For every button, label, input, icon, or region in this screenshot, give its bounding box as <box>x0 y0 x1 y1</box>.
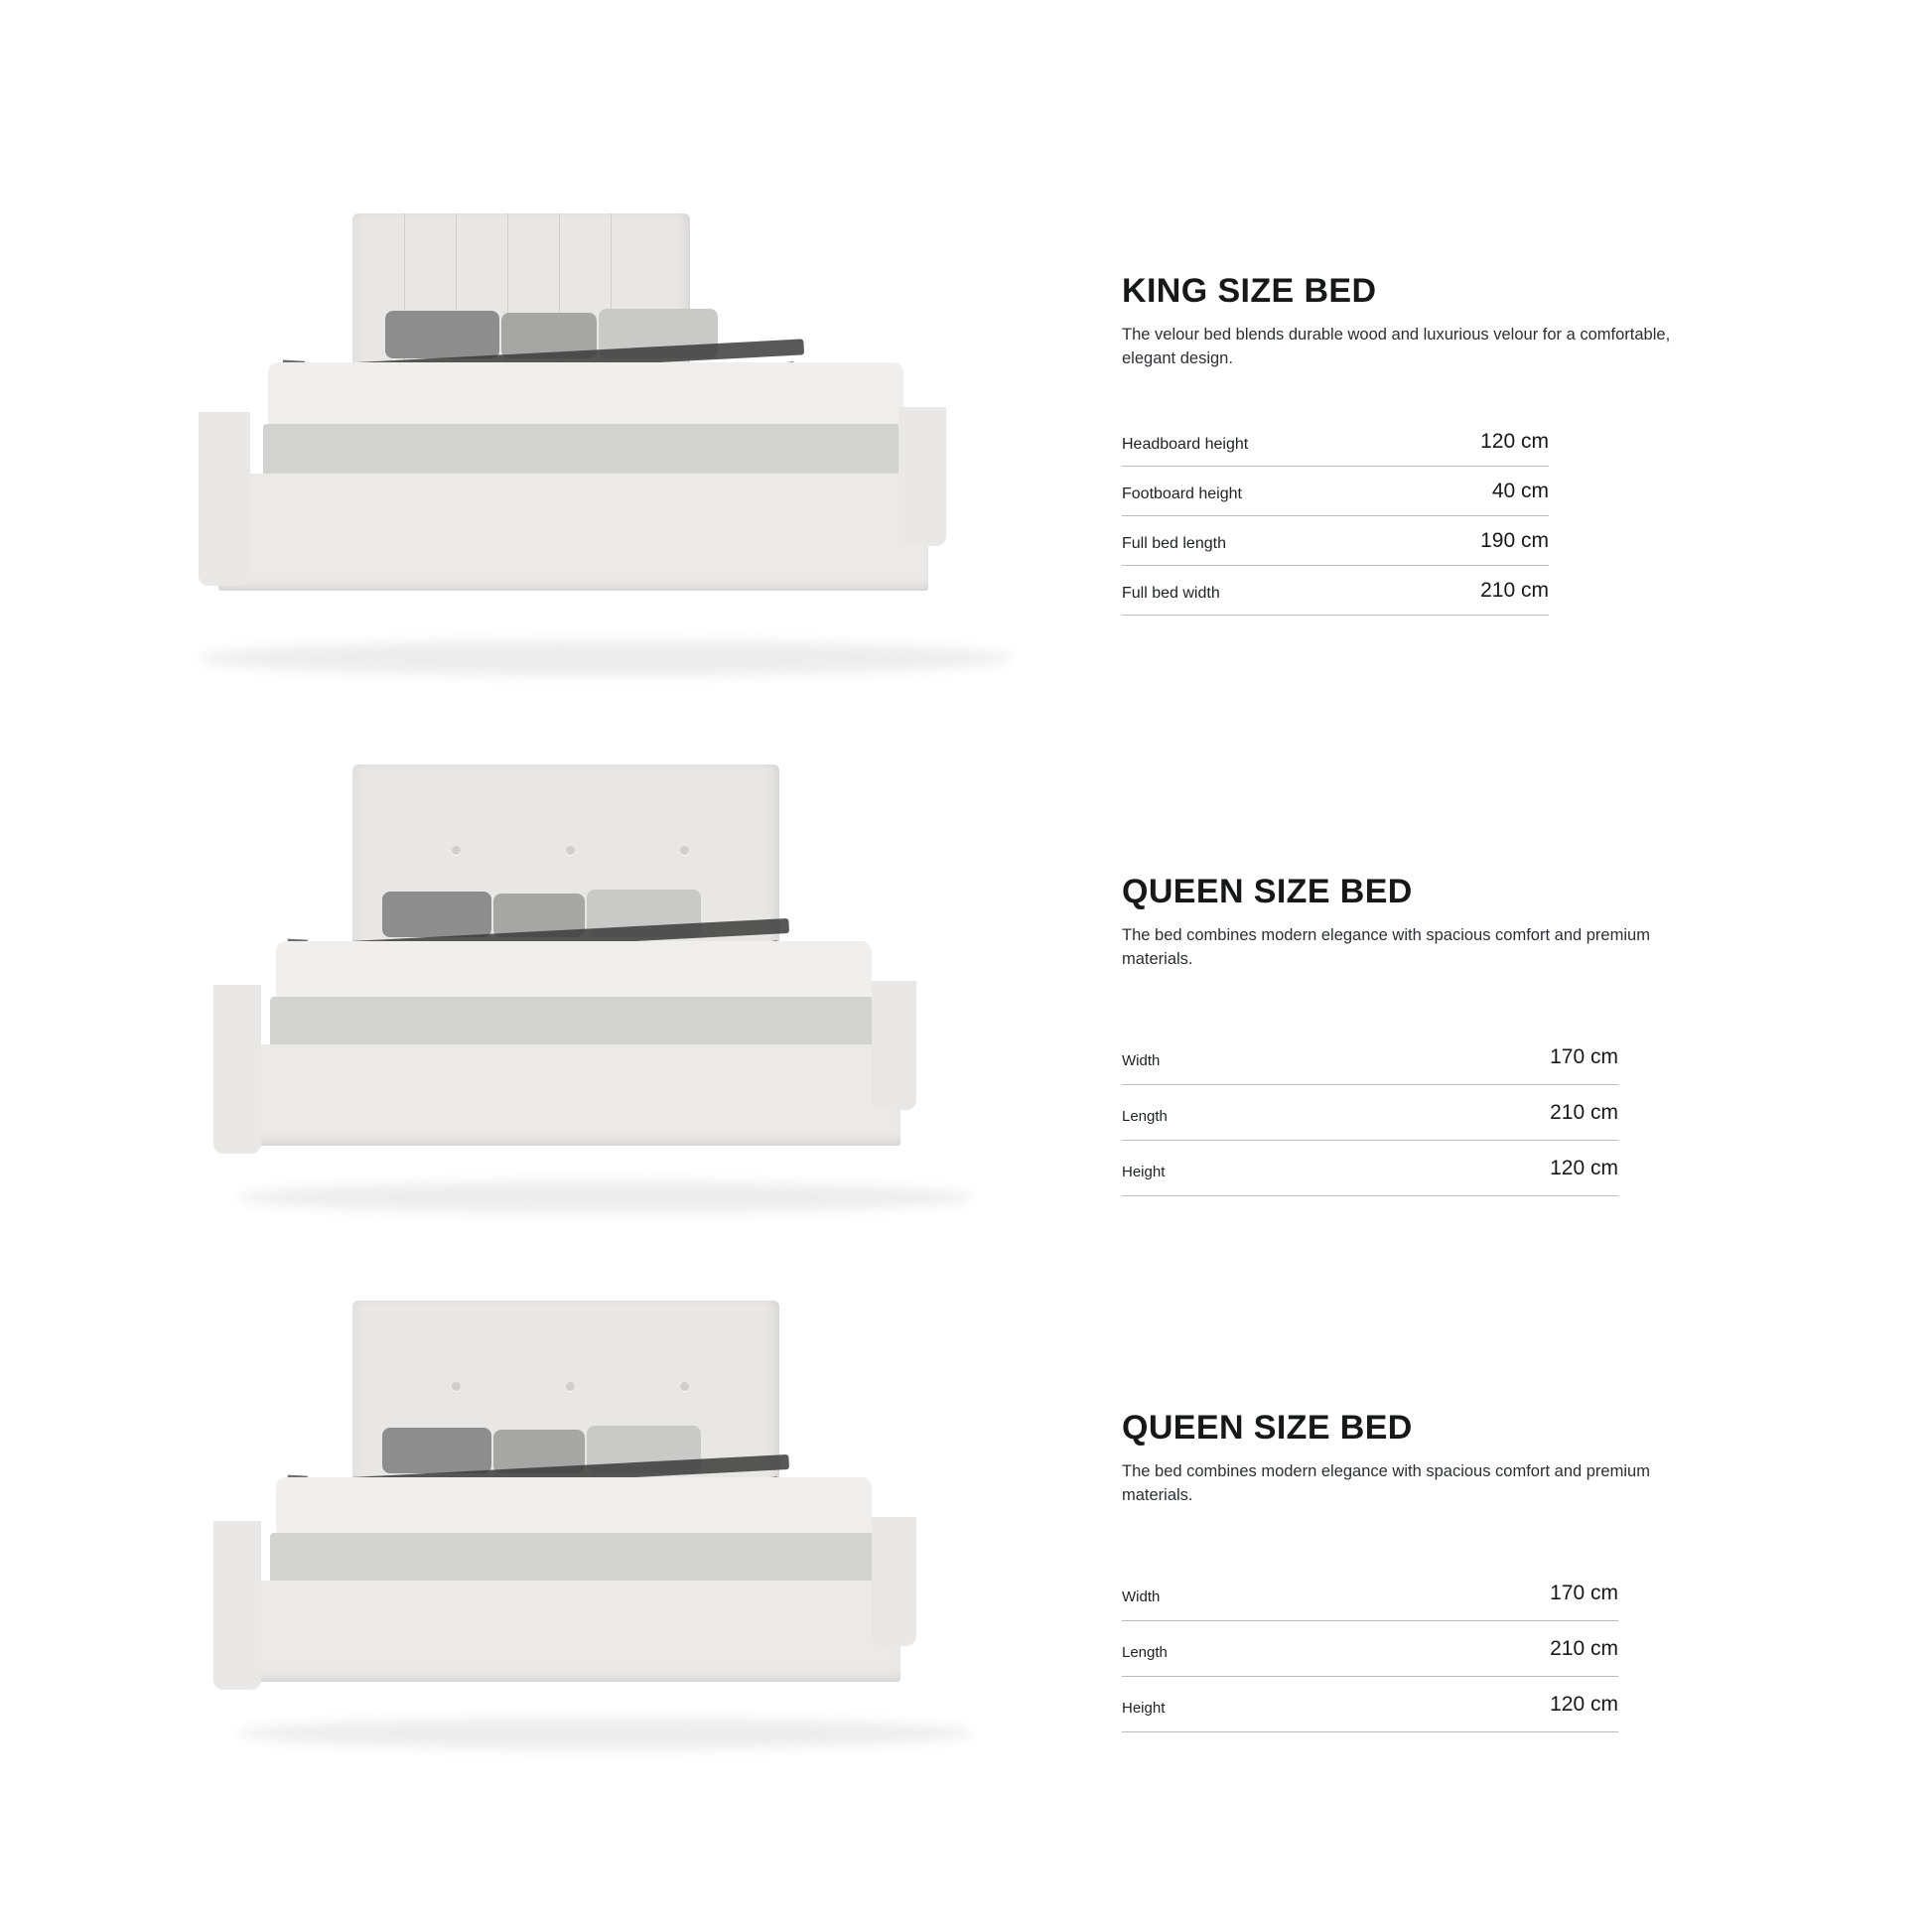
table-row <box>1122 516 1549 566</box>
bed-base <box>218 474 928 591</box>
spec-value: 120 cm <box>1550 1693 1618 1717</box>
tufting-button <box>566 1382 575 1391</box>
pillow-left <box>382 1428 491 1473</box>
bed-illustration-queen-1 <box>199 764 1023 1221</box>
spec-label: Height <box>1122 1700 1166 1718</box>
bed-base <box>233 1044 900 1146</box>
spec-value: 170 cm <box>1550 1045 1618 1069</box>
bed-shadow <box>238 1181 973 1213</box>
spec-table-queen-1 <box>1122 1030 1618 1196</box>
spec-value: 210 cm <box>1550 1101 1618 1125</box>
spec-label: Width <box>1122 1588 1161 1606</box>
page-title-queen-1: QUEEN SIZE BED <box>1122 873 1413 910</box>
spec-label: Height <box>1122 1164 1166 1181</box>
tufting-button <box>452 846 461 855</box>
spec-label: Footboard height <box>1122 485 1242 503</box>
bed-base <box>233 1581 900 1682</box>
description-king: The velour bed blends durable wood and luxurious velour for a comfortable, elegant design. <box>1122 326 1671 368</box>
sheet-drape-right <box>898 407 946 546</box>
spec-value: 210 cm <box>1550 1637 1618 1661</box>
table-row <box>1122 1677 1618 1732</box>
sheet-drape-left <box>213 1521 261 1690</box>
duvet-top <box>268 362 903 432</box>
king-size-bed-info <box>1112 213 1932 616</box>
spec-label: Full bed length <box>1122 535 1226 553</box>
table-row <box>1122 1141 1618 1196</box>
bed-illustration-queen-2 <box>199 1301 1023 1757</box>
table-row <box>1122 1030 1618 1085</box>
tufting-button <box>680 846 689 855</box>
spec-value: 190 cm <box>1480 529 1549 553</box>
sheet-drape-left <box>213 985 261 1154</box>
queen-size-bed-info-1 <box>1112 764 1932 1196</box>
description-queen-1: The bed combines modern elegance with spacious comfort and premium materials. <box>1122 926 1650 969</box>
spec-value: 120 cm <box>1550 1157 1618 1180</box>
spec-value: 40 cm <box>1491 480 1549 503</box>
table-row <box>1122 467 1549 516</box>
spec-label: Headboard height <box>1122 436 1249 454</box>
page-title-king: KING SIZE BED <box>1122 272 1377 310</box>
spec-label: Full bed width <box>1122 585 1220 603</box>
pillow-left <box>382 892 491 937</box>
sheet-drape-left <box>199 412 250 586</box>
table-row <box>1122 417 1549 467</box>
bed-illustration-king <box>159 213 1052 680</box>
sheet-drape-right <box>872 981 916 1110</box>
spec-table-queen-2 <box>1122 1566 1618 1732</box>
duvet-top <box>276 1477 872 1539</box>
spec-label: Length <box>1122 1644 1168 1662</box>
duvet-top <box>276 941 872 1003</box>
spec-value: 210 cm <box>1480 579 1549 603</box>
spec-value: 120 cm <box>1480 430 1549 454</box>
pillow-left <box>385 311 499 358</box>
spec-value: 170 cm <box>1550 1582 1618 1605</box>
bed-shadow <box>238 1718 973 1749</box>
spec-table-king <box>1122 417 1549 616</box>
product-row-king <box>0 213 1932 616</box>
tufting-button <box>566 846 575 855</box>
table-row <box>1122 1566 1618 1621</box>
spec-label: Width <box>1122 1052 1161 1070</box>
table-row <box>1122 566 1549 616</box>
spec-label: Length <box>1122 1108 1168 1126</box>
tufting-button <box>452 1382 461 1391</box>
sheet-drape-right <box>872 1517 916 1646</box>
tufting-button <box>680 1382 689 1391</box>
product-row-queen-2 <box>0 1301 1932 1732</box>
table-row <box>1122 1621 1618 1677</box>
bed-shadow <box>199 640 1013 676</box>
page-title-queen-2: QUEEN SIZE BED <box>1122 1409 1413 1447</box>
table-row <box>1122 1085 1618 1141</box>
description-queen-2: The bed combines modern elegance with spacious comfort and premium materials. <box>1122 1462 1650 1505</box>
queen-size-bed-info-2 <box>1112 1301 1932 1732</box>
product-row-queen-1 <box>0 764 1932 1196</box>
